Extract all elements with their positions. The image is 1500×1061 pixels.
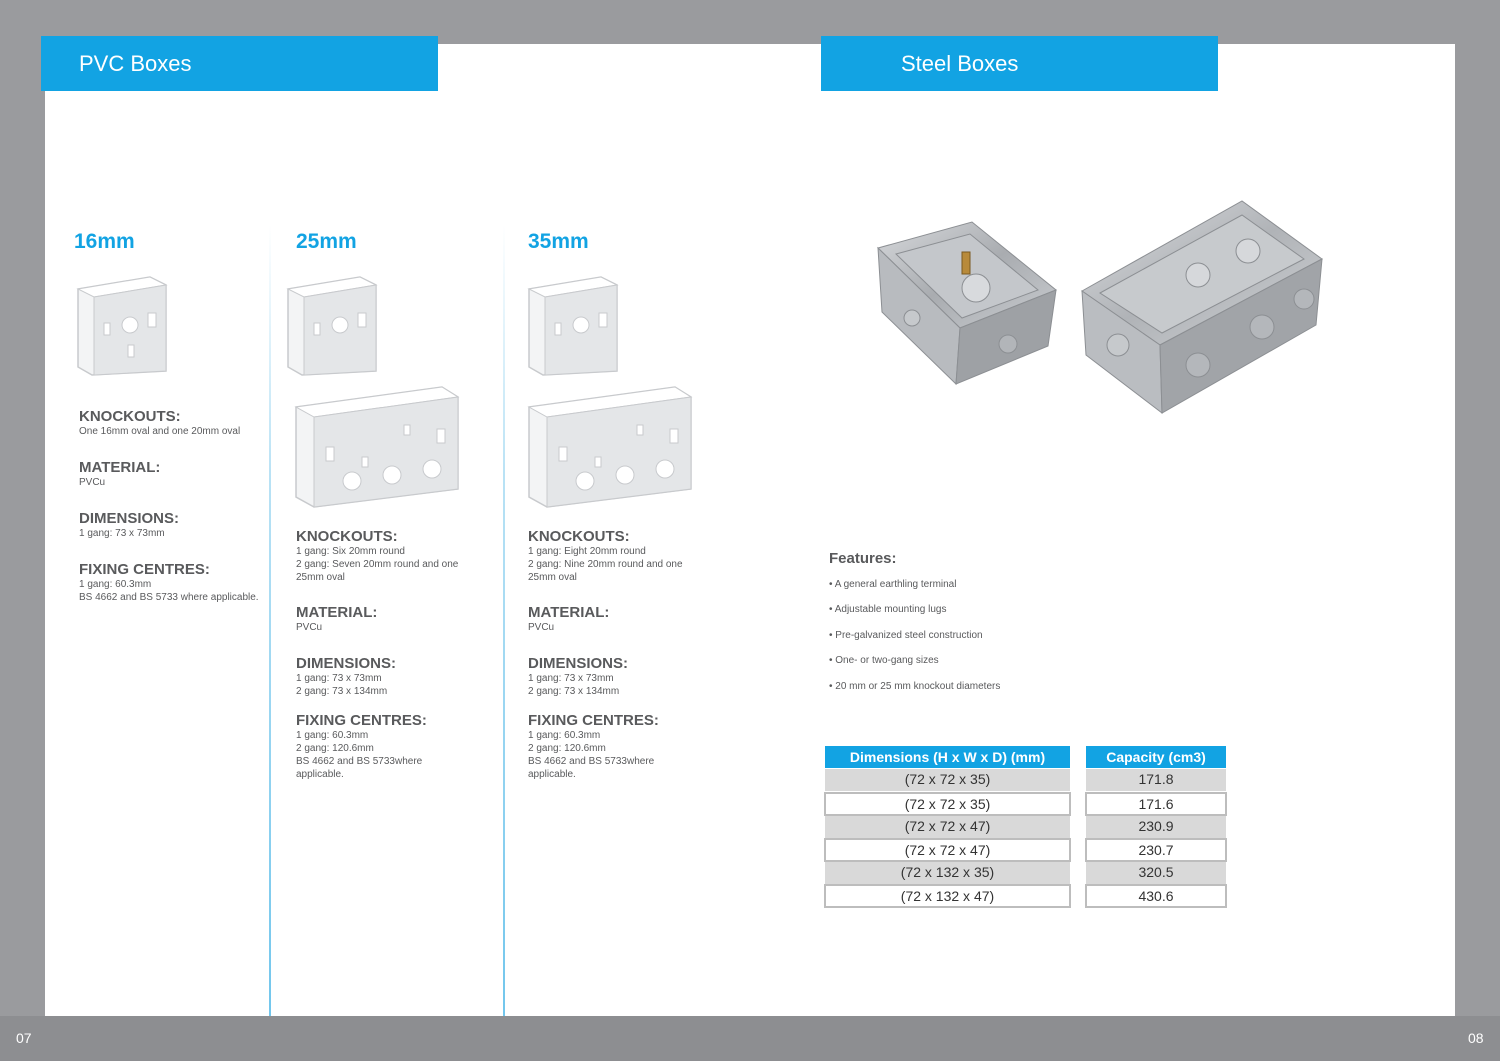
page-number-left: 07 <box>16 1030 32 1046</box>
dimensions-text: 1 gang: 73 x 73mm <box>79 528 165 539</box>
fixing-centres-text: 2 gang: 120.6mm <box>528 743 606 754</box>
single-gang-pvc-box-image <box>74 275 170 377</box>
material-heading: MATERIAL: <box>79 459 161 476</box>
table-cell-dimensions: (72 x 72 x 47) <box>825 816 1070 838</box>
dimensions-heading: DIMENSIONS: <box>79 510 180 527</box>
fixing-centres-heading: FIXING CENTRES: <box>79 561 210 578</box>
steel-boxes-banner: Steel Boxes <box>821 36 1218 91</box>
feature-item: • A general earthling terminal <box>829 579 957 590</box>
pvc-boxes-banner: PVC Boxes <box>41 36 438 91</box>
fixing-centres-text: BS 4662 and BS 5733where <box>528 756 655 767</box>
table-cell-capacity: 230.9 <box>1086 816 1226 838</box>
single-gang-pvc-box-image <box>525 275 621 377</box>
fixing-centres-text: applicable. <box>528 769 576 780</box>
knockouts-heading: KNOCKOUTS: <box>296 528 398 545</box>
material-text: PVCu <box>528 622 555 633</box>
single-gang-pvc-box-image <box>284 275 380 377</box>
page-number-right: 08 <box>1468 1030 1484 1046</box>
footer-bar <box>0 1016 1500 1061</box>
column-divider <box>503 225 505 1061</box>
two-gang-steel-box-image <box>1078 195 1326 417</box>
column-title-16mm: 16mm <box>74 230 135 253</box>
feature-item: • 20 mm or 25 mm knockout diameters <box>829 681 1001 692</box>
table-cell-capacity: 320.5 <box>1086 862 1226 884</box>
dimensions-heading: DIMENSIONS: <box>296 655 397 672</box>
knockouts-text: 1 gang: Six 20mm round <box>296 546 405 557</box>
fixing-centres-text: BS 4662 and BS 5733where <box>296 756 423 767</box>
knockouts-text: 1 gang: Eight 20mm round <box>528 546 646 557</box>
material-text: PVCu <box>296 622 323 633</box>
knockouts-text: One 16mm oval and one 20mm oval <box>79 426 241 437</box>
fixing-centres-text: BS 4662 and BS 5733 where applicable. <box>79 592 259 603</box>
feature-item: • Adjustable mounting lugs <box>829 604 947 615</box>
two-gang-pvc-box-image <box>292 385 462 510</box>
feature-item: • One- or two-gang sizes <box>829 655 939 666</box>
knockouts-heading: KNOCKOUTS: <box>528 528 630 545</box>
fixing-centres-text: 2 gang: 120.6mm <box>296 743 374 754</box>
table-cell-capacity: 171.8 <box>1086 769 1226 791</box>
knockouts-text: 25mm oval <box>296 572 345 583</box>
column-title-25mm: 25mm <box>296 230 357 253</box>
fixing-centres-text: applicable. <box>296 769 344 780</box>
single-gang-steel-box-image <box>872 218 1062 388</box>
two-gang-pvc-box-image <box>525 385 695 510</box>
knockouts-text: 25mm oval <box>528 572 577 583</box>
material-text: PVCu <box>79 477 106 488</box>
table-cell-dimensions: (72 x 72 x 47) <box>824 838 1071 862</box>
table-cell-dimensions: (72 x 132 x 47) <box>824 884 1071 908</box>
table-cell-capacity: 230.7 <box>1085 838 1227 862</box>
dimensions-text: 2 gang: 73 x 134mm <box>296 686 388 697</box>
knockouts-text: 2 gang: Nine 20mm round and one <box>528 559 683 570</box>
dimensions-heading: DIMENSIONS: <box>528 655 629 672</box>
feature-item: • Pre-galvanized steel construction <box>829 630 983 641</box>
table-header-dimensions: Dimensions (H x W x D) (mm) <box>825 746 1070 768</box>
column-divider <box>269 225 271 1061</box>
knockouts-text: 2 gang: Seven 20mm round and one <box>296 559 459 570</box>
features-heading: Features: <box>829 550 897 567</box>
column-title-35mm: 35mm <box>528 230 589 253</box>
fixing-centres-heading: FIXING CENTRES: <box>528 712 659 729</box>
table-cell-capacity: 430.6 <box>1085 884 1227 908</box>
table-header-capacity: Capacity (cm3) <box>1086 746 1226 768</box>
material-heading: MATERIAL: <box>528 604 610 621</box>
dimensions-text: 1 gang: 73 x 73mm <box>528 673 614 684</box>
page-sheet <box>45 44 1455 1016</box>
dimensions-text: 1 gang: 73 x 73mm <box>296 673 382 684</box>
fixing-centres-text: 1 gang: 60.3mm <box>528 730 601 741</box>
knockouts-heading: KNOCKOUTS: <box>79 408 181 425</box>
table-cell-capacity: 171.6 <box>1085 792 1227 816</box>
fixing-centres-text: 1 gang: 60.3mm <box>296 730 369 741</box>
table-cell-dimensions: (72 x 72 x 35) <box>825 769 1070 791</box>
fixing-centres-heading: FIXING CENTRES: <box>296 712 427 729</box>
dimensions-text: 2 gang: 73 x 134mm <box>528 686 620 697</box>
material-heading: MATERIAL: <box>296 604 378 621</box>
fixing-centres-text: 1 gang: 60.3mm <box>79 579 152 590</box>
table-cell-dimensions: (72 x 72 x 35) <box>824 792 1071 816</box>
table-cell-dimensions: (72 x 132 x 35) <box>825 862 1070 884</box>
